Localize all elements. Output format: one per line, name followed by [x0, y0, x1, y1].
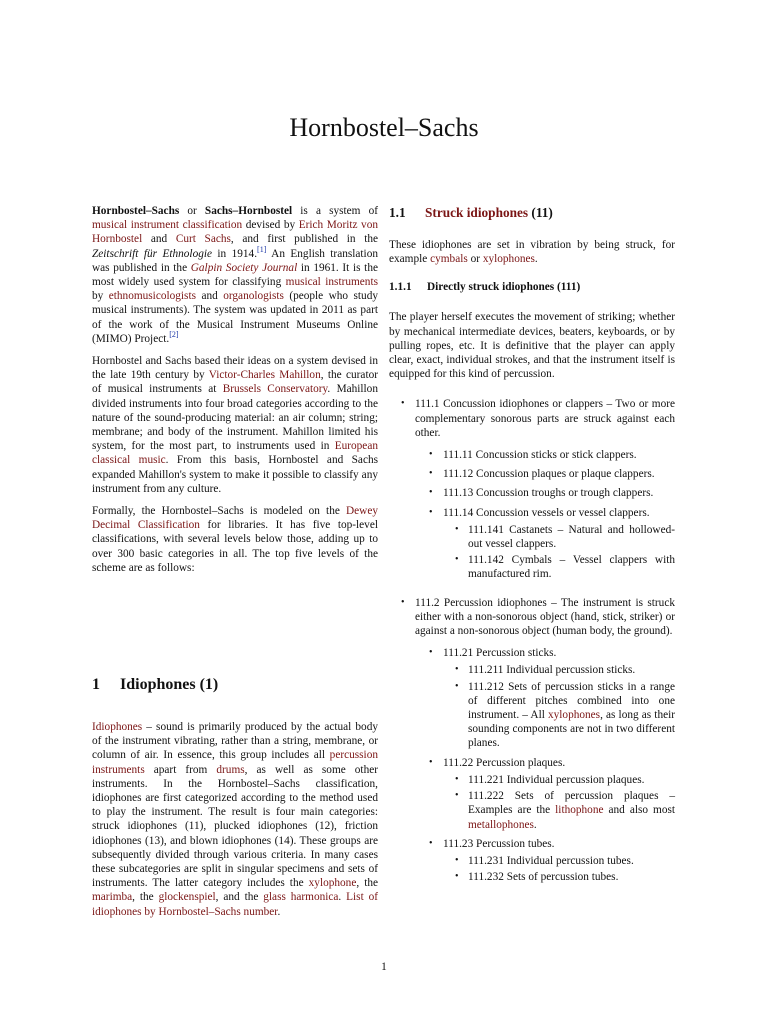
section-title: Directly struck idiophones (111) [427, 281, 581, 294]
bullet-icon: • [429, 487, 433, 499]
list-item-text: 111.23 Percussion tubes. [443, 837, 555, 850]
bullet-icon: • [455, 680, 459, 692]
list-item-text: and also most [603, 804, 675, 817]
sublist [415, 646, 675, 884]
bullet-icon: • [429, 647, 433, 659]
link-list-of-idiophones[interactable]: List of idiophones by Hornbostel–Sachs number [92, 891, 379, 918]
list-item [389, 596, 675, 885]
list-item [443, 523, 675, 551]
list-item-text: 111.211 Individual percussion sticks. [468, 664, 636, 677]
list-item-text: 111.22 Percussion plaques. [443, 756, 566, 769]
link-text: Galpin Society Journal [190, 261, 298, 274]
sublist [443, 854, 675, 884]
link-brussels-conservatory[interactable]: Brussels Conservatory [222, 383, 328, 396]
list-item-text: 111.141 Castanets – Natural and hollowed-out vessel clappers. [468, 523, 675, 551]
list-item [443, 773, 675, 787]
text: is a system of [292, 205, 379, 217]
link-erich-moritz-von-hornbostel[interactable]: Erich Moritz von Hornbostel [92, 219, 379, 246]
text: or [179, 205, 205, 217]
list-item-text: 111.13 Concussion troughs or trough clappers. [443, 487, 654, 500]
text: , the [132, 891, 159, 904]
list-item-text: 111.21 Percussion sticks. [443, 647, 557, 660]
link-marimba[interactable]: marimba [92, 891, 133, 904]
text: (people who study musical instruments). The system was updated in 2011 as part of the work of the Musical Instrument Museums Online (MIMO) Project. [92, 290, 379, 345]
list-item [415, 837, 675, 885]
idiophones-paragraph [92, 720, 378, 919]
reference-1[interactable]: [1] [257, 244, 267, 254]
struck-idiophones-paragraph [389, 238, 675, 266]
list-item-text: 111.222 Sets of percussion plaques – Examples are the [468, 790, 675, 817]
section-title: Idiophones (1) [120, 676, 219, 693]
sublist [443, 523, 675, 582]
list-item-text: , as long as their sounding components are not in two different planes. [468, 709, 676, 750]
term-hornbostel-sachs: Hornbostel–Sachs [92, 205, 180, 217]
list-item [389, 397, 675, 581]
bullet-icon: • [429, 468, 433, 480]
link-glockenspiel[interactable]: glockenspiel [158, 891, 216, 904]
link-ethnomusicologists[interactable]: ethnomusicologists [108, 290, 196, 303]
bullet-icon: • [455, 854, 459, 866]
text: – sound is primarily produced by the actual body of the instrument vibrating, rather than a string, membrane, or column of air. In essence, this group includes all [92, 721, 378, 762]
bullet-icon: • [401, 596, 405, 608]
right-column [389, 204, 675, 894]
left-column [92, 204, 378, 583]
text: , the [356, 877, 379, 890]
list-item-text: 111.212 Sets of percussion sticks in a range of different pitches combined into one instrument. – All [468, 680, 675, 722]
link-galpin-society-journal[interactable] [191, 262, 297, 274]
list-item [415, 646, 675, 750]
link-european-classical-music[interactable]: European classical music [92, 440, 378, 467]
text: and [196, 290, 224, 303]
idiophones-section-body [92, 720, 378, 927]
text: . From this basis, Hornbostel and Sachs expanded Mahillon's system to make it possible to classify any instrument from any culture. [92, 454, 378, 495]
list-item [415, 448, 675, 462]
link-lithophone[interactable]: lithophone [555, 804, 604, 817]
text: by [92, 290, 109, 303]
intro-paragraph-3 [92, 504, 378, 575]
link-percussion-instruments[interactable]: percussion instruments [92, 749, 378, 776]
bullet-icon: • [455, 773, 459, 785]
intro-paragraph-2 [92, 354, 378, 496]
page-number: 1 [381, 961, 387, 973]
list-item-text: 111.1 Concussion idiophones or clappers – Two or more complementary sonorous parts are struck against each other. [415, 398, 675, 439]
list-item [415, 486, 675, 500]
link-metallophones[interactable]: metallophones [468, 818, 534, 831]
bullet-icon: • [429, 449, 433, 461]
link-xylophone[interactable]: xylophone [308, 877, 357, 890]
section-number: 1 [92, 676, 100, 693]
sublist [443, 773, 675, 832]
section-heading-directly-struck [389, 280, 675, 294]
link-xylophones-list[interactable]: xylophones [547, 709, 601, 722]
text: , the curator of musical instruments at [92, 369, 378, 396]
text: for libraries. It has five top-level classifications, with several levels below those, adding up to over 300 basic categories in all. The top five levels of the scheme are as follows: [92, 519, 378, 574]
text: or [467, 253, 483, 266]
text: Formally, the Hornbostel–Sachs is modeled on the [92, 505, 346, 518]
list-item [443, 789, 675, 832]
bullet-icon: • [455, 554, 459, 566]
bullet-icon: • [455, 523, 459, 535]
section-code: (11) [528, 205, 553, 220]
link-cymbals[interactable]: cymbals [430, 253, 468, 266]
text: in 1961. It is the most widely used system for classifying [92, 261, 378, 289]
list-item [443, 553, 675, 581]
sublist [443, 663, 675, 750]
list-item-text: 111.11 Concussion sticks or stick clappers. [443, 449, 637, 462]
list-item [415, 506, 675, 582]
list-item-text: 111.2 Percussion idiophones – The instrument is struck either with a non-sonorous object (hand, stick, striker) or against a non-sonorous object (human body, the ground). [415, 596, 675, 638]
list-item-text: 111.221 Individual percussion plaques. [468, 773, 645, 786]
list-item [443, 663, 675, 677]
list-item [443, 854, 675, 868]
list-item-text: 111.231 Individual percussion tubes. [468, 854, 634, 867]
text: . [534, 253, 538, 266]
text: . [277, 905, 281, 918]
term-sachs-hornbostel: Sachs–Hornbostel [204, 205, 293, 217]
list-item-text: 111.232 Sets of percussion tubes. [468, 871, 619, 884]
link-victor-charles-mahillon[interactable]: Victor-Charles Mahillon [208, 369, 321, 382]
text: . [338, 891, 347, 904]
bullet-icon: • [429, 837, 433, 849]
text: , as well as some other instruments. In the Hornbostel–Sachs classification, idiophones are first categorized according to the method used to play the instrument. The result is four main categories: struck idiophones (11), plucked idiophones (12), friction idiophones (13), and blown idiophones (14). These groups are subsequently divided through various criteria. In many cases these subcategories are split in singular specimens and sets of instruments. The latter category includes the [92, 763, 378, 890]
bullet-icon: • [455, 871, 459, 883]
text: Hornbostel and Sachs based their ideas on a system devised in the late 19th century by [92, 355, 378, 382]
text: and [142, 233, 176, 246]
bullet-icon: • [401, 398, 405, 410]
sublist [415, 448, 675, 582]
list-item [415, 756, 675, 832]
bullet-icon: • [429, 756, 433, 768]
link-idiophones[interactable]: Idiophones [92, 721, 143, 733]
list-item-text: 111.142 Cymbals – Vessel clappers with manufactured rim. [468, 554, 675, 581]
page-title: Hornbostel–Sachs [289, 113, 479, 142]
text: devised by [242, 219, 299, 232]
link-musical-instruments[interactable]: musical instruments [285, 276, 378, 289]
list-item-text: 111.14 Concussion vessels or vessel clappers. [443, 506, 650, 519]
bullet-icon: • [455, 664, 459, 676]
text: , and the [215, 891, 264, 904]
bullet-icon: • [429, 506, 433, 518]
link-organologists[interactable]: organologists [223, 290, 284, 303]
link-xylophones[interactable]: xylophones [482, 253, 535, 266]
text: An English translation was published in the [92, 247, 378, 274]
section-number: 1.1 [389, 205, 406, 220]
text: , and first published in the [230, 233, 378, 246]
classification-list [389, 397, 675, 884]
link-glass-harmonica[interactable]: glass harmonica [263, 891, 339, 904]
intro-paragraph-1 [92, 204, 378, 346]
link-curt-sachs[interactable]: Curt Sachs [175, 233, 231, 246]
text: These idiophones are set in vibration by being struck, for example [389, 239, 675, 266]
link-musical-instrument-classification[interactable]: musical instrument classification [92, 219, 243, 232]
section-heading-struck-idiophones [389, 204, 675, 222]
text: . Mahillon divided instruments into four broad categories according to the nature of the sound-producing material: an air column; string; membrane; and body of the instrument. Mahillon limited his system, for the most part, to instruments used in [92, 383, 378, 453]
section-heading-idiophones [92, 675, 218, 695]
reference-2[interactable]: [2] [169, 330, 179, 340]
link-dewey-decimal-classification[interactable]: Dewey Decimal Classification [92, 505, 378, 532]
list-item [415, 467, 675, 481]
journal-title: Zeitschrift für Ethnologie [92, 247, 213, 260]
link-drums[interactable]: drums [216, 763, 245, 776]
directly-struck-paragraph: The player herself executes the movement of striking; whether by mechanical intermediate devices, beaters, keyboards, or by pulling ropes, etc. It is definitive that the player can apply clear, exact, individual strokes, and that the instrument itself is equipped for this kind of percussion. [389, 311, 675, 381]
section-number: 1.1.1 [389, 281, 412, 294]
link-struck-idiophones[interactable]: Struck idiophones [425, 205, 529, 220]
list-item [443, 870, 675, 884]
list-item [443, 680, 675, 751]
list-item-text: 111.12 Concussion plaques or plaque clappers. [443, 468, 655, 481]
list-item-text: . [533, 818, 537, 831]
text: in 1914. [212, 247, 258, 260]
text: apart from [144, 763, 217, 776]
bullet-icon: • [455, 790, 459, 802]
